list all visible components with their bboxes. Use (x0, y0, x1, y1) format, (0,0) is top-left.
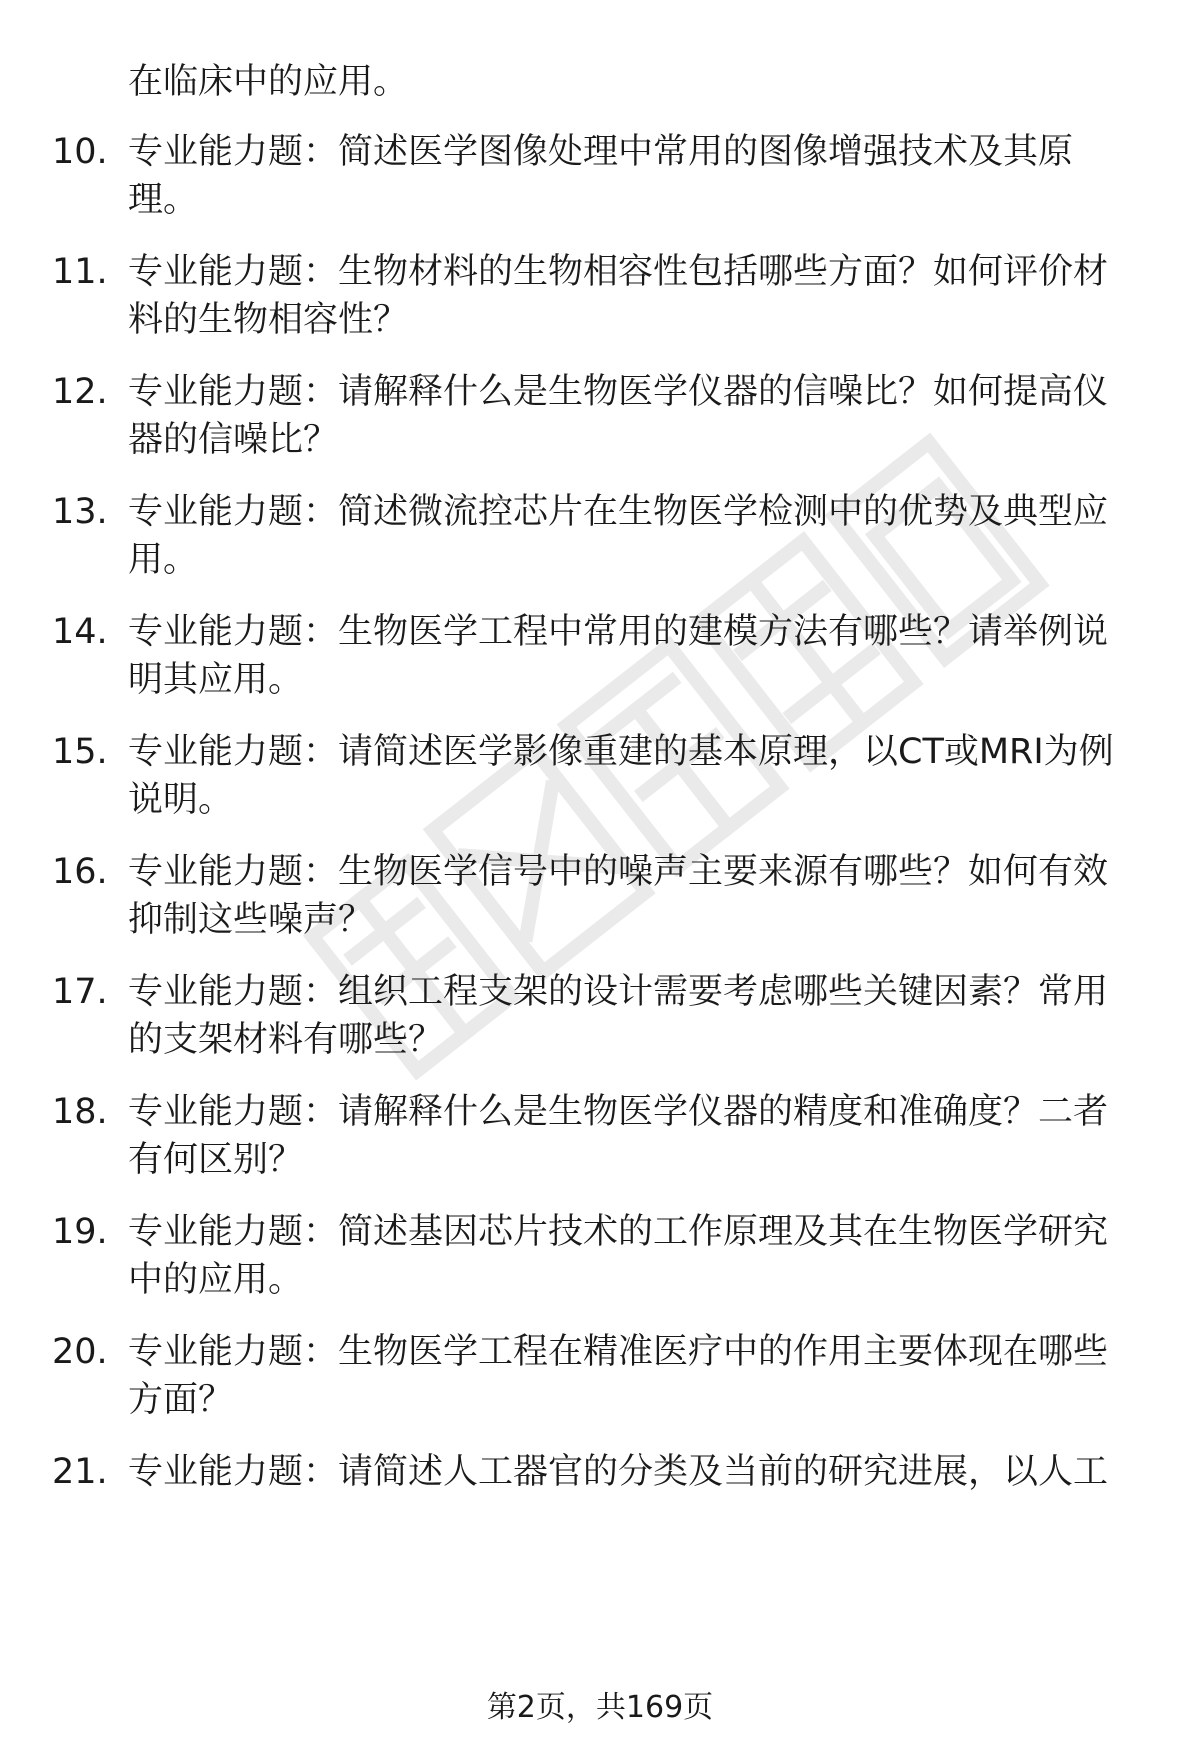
question-text: 专业能力题：简述微流控芯片在生物医学检测中的优势及典型应用。 (128, 492, 1109, 580)
question-number: 18. (52, 1092, 108, 1132)
question-number: 11. (52, 252, 108, 292)
continuation-text: 在临床中的应用。 (128, 62, 409, 102)
question-text: 专业能力题：生物材料的生物相容性包括哪些方面？如何评价材料的生物相容性？ (128, 252, 1109, 340)
question-number: 10. (52, 132, 108, 172)
question-text: 专业能力题：请简述医学影像重建的基本原理，以CT或MRI为例说明。 (128, 732, 1114, 820)
question-number: 17. (52, 972, 108, 1012)
question-text: 专业能力题：生物医学信号中的噪声主要来源有哪些？如何有效抑制这些噪声？ (128, 852, 1109, 940)
question-number: 21. (52, 1452, 108, 1492)
question-text: 专业能力题：简述基因芯片技术的工作原理及其在生物医学研究中的应用。 (128, 1212, 1109, 1300)
question-text: 专业能力题：请解释什么是生物医学仪器的精度和准确度？二者有何区别？ (128, 1092, 1109, 1180)
question-number: 12. (52, 372, 108, 412)
question-number: 19. (52, 1212, 108, 1252)
question-number: 20. (52, 1332, 108, 1372)
page-footer: 第2页，共169页 (486, 1690, 714, 1725)
question-text: 专业能力题：简述医学图像处理中常用的图像增强技术及其原理。 (128, 132, 1074, 220)
question-text: 专业能力题：生物医学工程在精准医疗中的作用主要体现在哪些方面？ (128, 1332, 1109, 1420)
question-number: 15. (52, 732, 108, 772)
question-number: 14. (52, 612, 108, 652)
question-text: 专业能力题：生物医学工程中常用的建模方法有哪些？请举例说明其应用。 (128, 612, 1109, 700)
question-number: 16. (52, 852, 108, 892)
question-text: 专业能力题：请解释什么是生物医学仪器的信噪比？如何提高仪器的信噪比？ (128, 372, 1109, 460)
question-text: 专业能力题：组织工程支架的设计需要考虑哪些关键因素？常用的支架材料有哪些？ (128, 972, 1109, 1060)
question-text: 专业能力题：请简述人工器官的分类及当前的研究进展，以人工 (128, 1452, 1109, 1492)
question-number: 13. (52, 492, 108, 532)
